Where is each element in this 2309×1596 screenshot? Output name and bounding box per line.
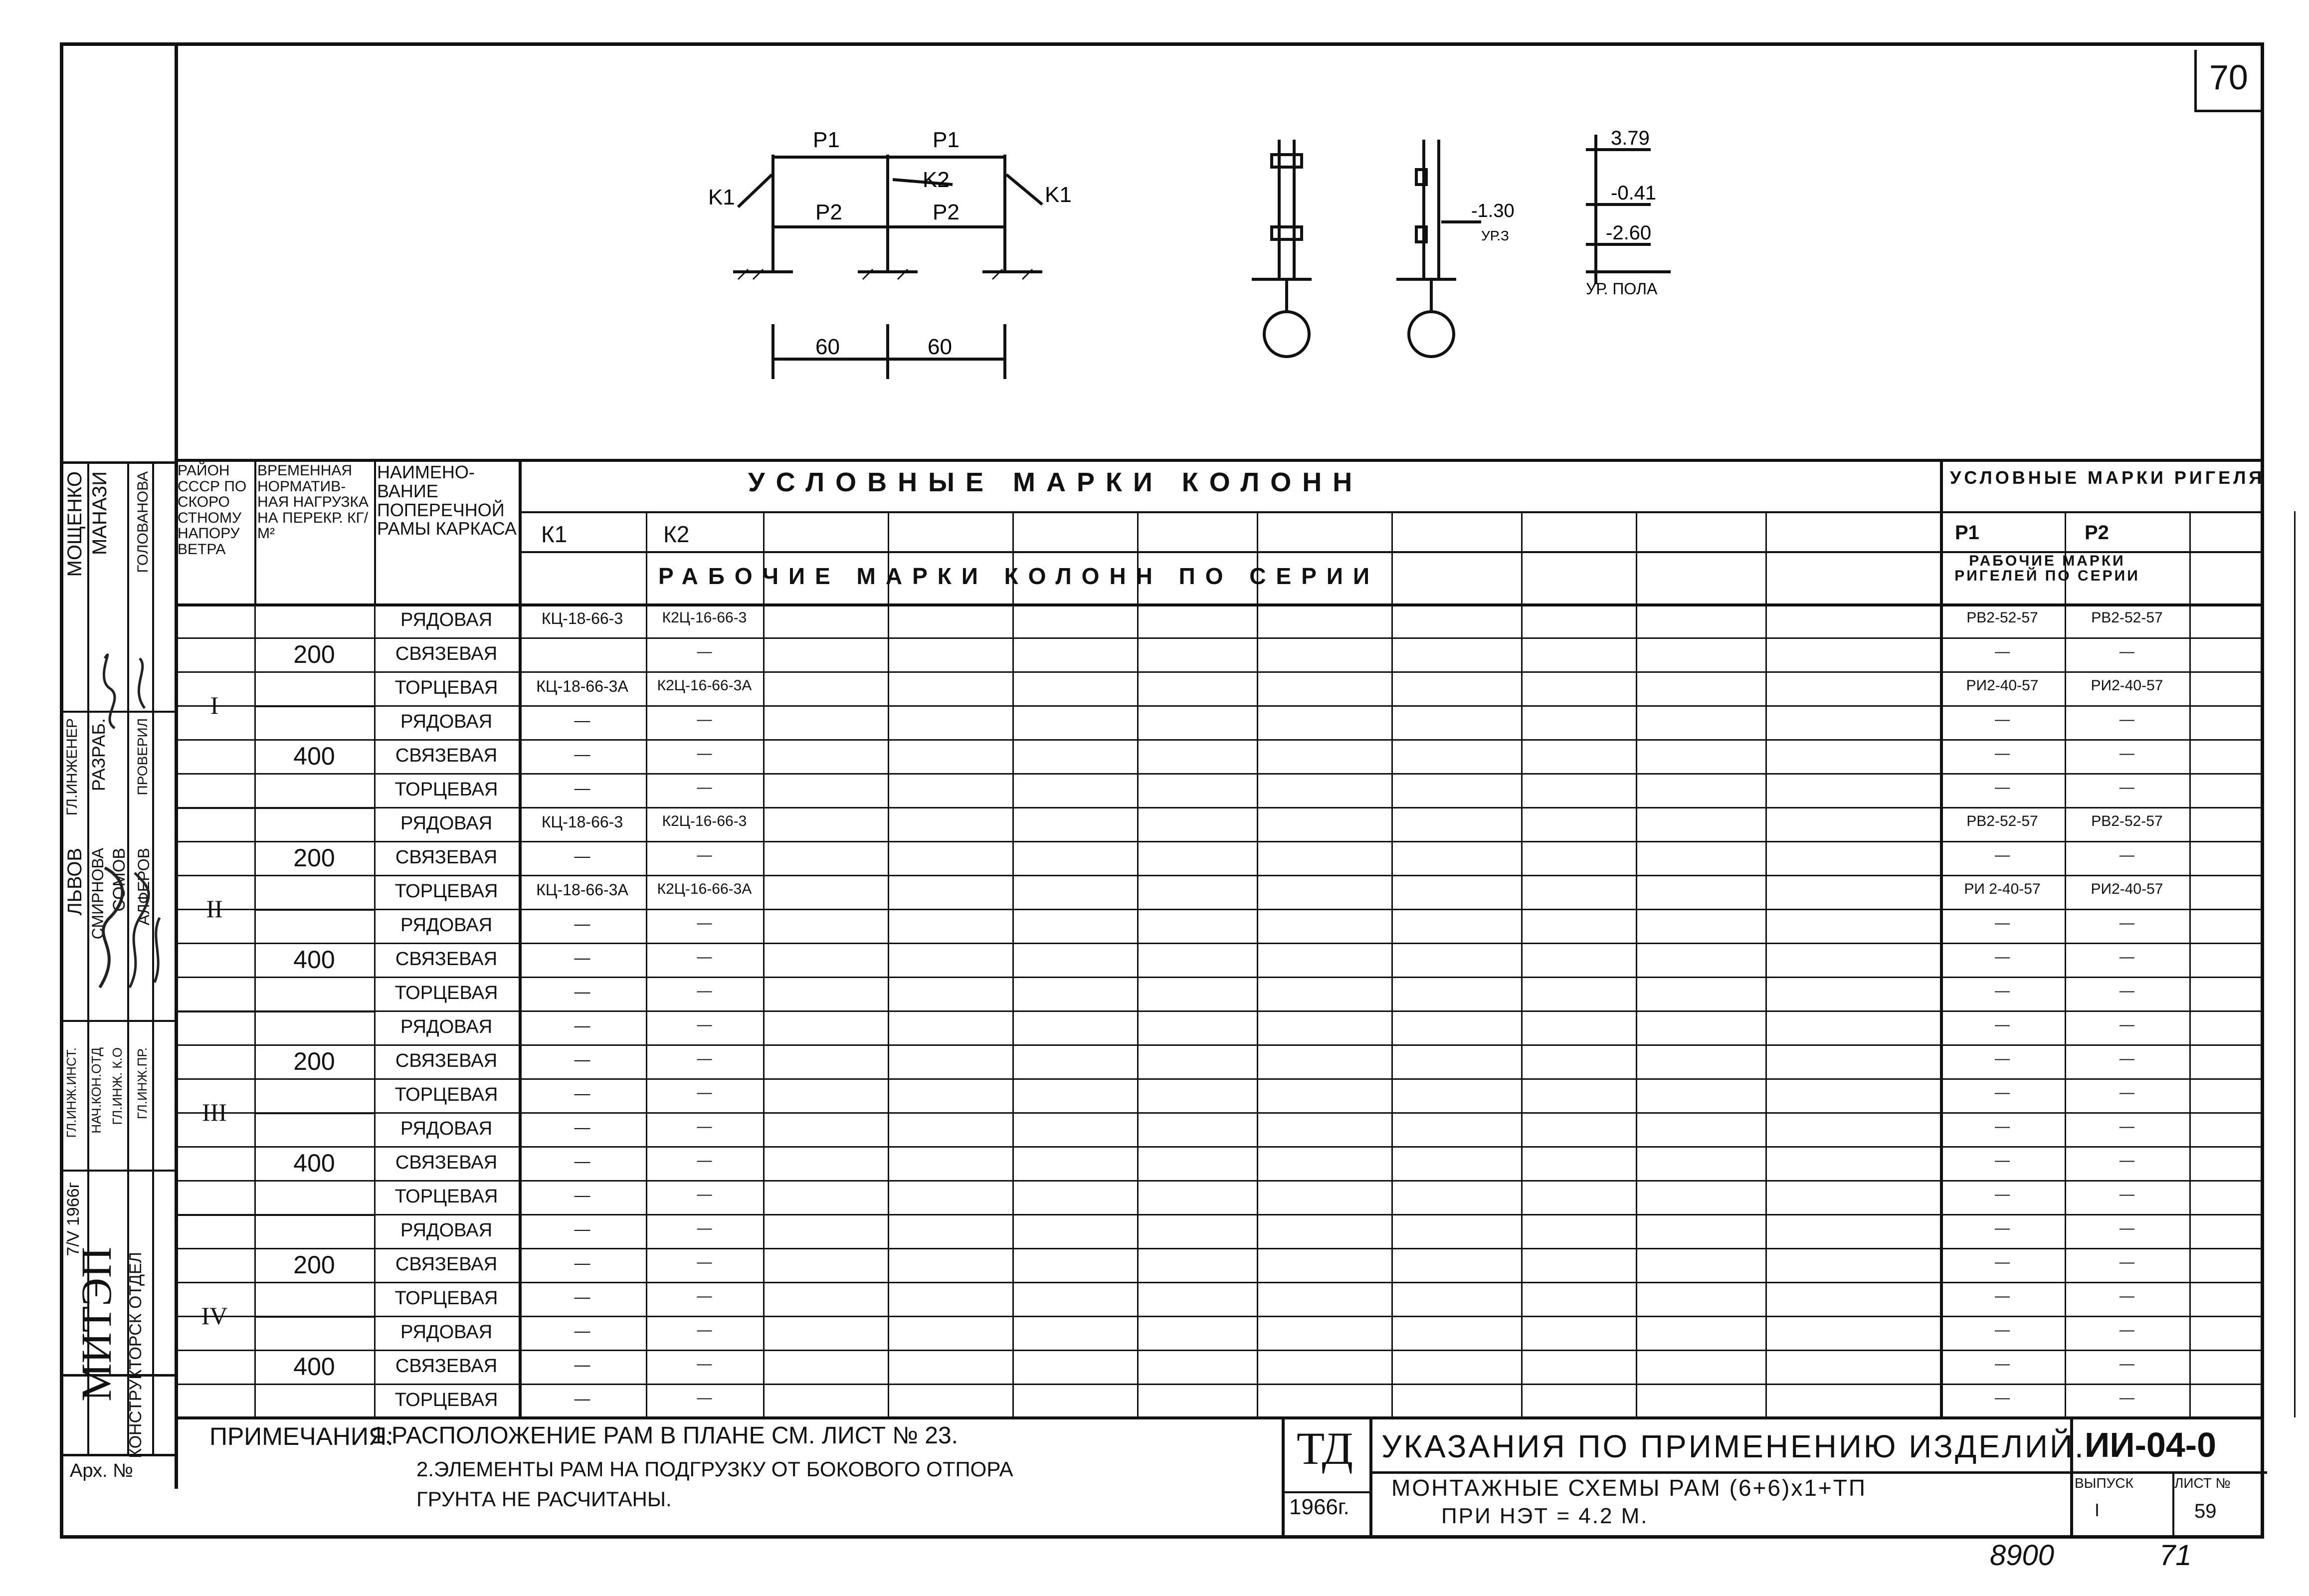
- beam-p1-cell: —: [1995, 711, 2010, 728]
- frame-type-cell: ТОРЦЕВАЯ: [394, 1186, 498, 1207]
- sheet-label: ЛИСТ №: [2174, 1475, 2231, 1491]
- column-k2-cell: —: [697, 1288, 712, 1304]
- beam-p1-cell: РИ2-40-57: [1966, 677, 2039, 694]
- frame-type-cell: ТОРЦЕВАЯ: [394, 881, 498, 902]
- beam-p2-cell: РВ2-52-57: [2091, 813, 2163, 829]
- beam-p2-cell: —: [2119, 643, 2134, 660]
- district-value: III: [202, 1098, 227, 1126]
- beam-p1-cell: РИ 2-40-57: [1964, 881, 2041, 897]
- frame-type-cell: СВЯЗЕВАЯ: [395, 847, 498, 868]
- grid-line: [2065, 511, 2066, 1417]
- beam-p1-cell: —: [1995, 1016, 2010, 1033]
- beam-p2-cell: —: [2119, 1016, 2134, 1033]
- frame-type-cell: РЯДОВАЯ: [400, 711, 493, 732]
- grid-line: [519, 459, 522, 1417]
- label-p2-right: P2: [933, 200, 960, 224]
- column-k2-cell: —: [697, 847, 712, 863]
- column-k2-cell: —: [697, 1152, 712, 1169]
- beam-p2-cell: —: [2119, 1288, 2134, 1304]
- frame-type-cell: РЯДОВАЯ: [400, 1118, 493, 1139]
- column-k2-cell: —: [697, 1186, 712, 1202]
- beam-p2-cell: —: [2119, 847, 2134, 863]
- beam-p1-cell: РВ2-52-57: [1966, 813, 2038, 829]
- column-k1-cell: КЦ-18-66-3: [541, 813, 623, 831]
- note-2b: ГРУНТА НЕ РАСЧИТАНЫ.: [416, 1487, 672, 1511]
- elev-260: -2.60: [1606, 222, 1652, 244]
- column-k1-cell: —: [574, 1322, 590, 1340]
- column-k1-cell: —: [574, 915, 590, 933]
- beam-p2-cell: —: [2119, 1322, 2134, 1338]
- beam-p2-cell: —: [2119, 1390, 2134, 1406]
- grid-line: [374, 459, 376, 1417]
- column-k1-cell: —: [574, 949, 590, 967]
- beam-p2-cell: —: [2119, 779, 2134, 796]
- column-k2-cell: К2Ц-16-66-3А: [657, 881, 752, 897]
- beam-p1-cell: —: [1995, 983, 2010, 999]
- column-k1-cell: —: [574, 1390, 590, 1407]
- name-lvov: ЛЬВОВ: [64, 848, 86, 916]
- header-beam-marks: УСЛОВНЫЕ МАРКИ РИГЕЛЯ: [1950, 467, 2265, 488]
- frame-type-cell: РЯДОВАЯ: [400, 915, 493, 936]
- frame-type-cell: СВЯЗЕВАЯ: [395, 1254, 498, 1275]
- column-k1-cell: —: [574, 983, 590, 1000]
- load-value: 400: [293, 1353, 335, 1381]
- frame-type-cell: РЯДОВАЯ: [400, 609, 493, 630]
- frame-type-cell: РЯДОВАЯ: [400, 1322, 493, 1343]
- dim-left: 60: [815, 335, 840, 359]
- beam-p1-cell: —: [1995, 643, 2010, 660]
- grid-line: [763, 511, 765, 1417]
- beam-p1-cell: —: [1995, 1220, 2010, 1236]
- signatures: [85, 638, 175, 1087]
- column-k1-cell: КЦ-18-66-3А: [536, 677, 628, 695]
- role-chief-pr: ГЛ.ИНЖ.ПР.: [135, 1047, 150, 1119]
- frame-type-cell: СВЯЗЕВАЯ: [395, 643, 498, 664]
- column-k1-cell: —: [574, 745, 590, 763]
- column-k2-cell: —: [697, 1118, 712, 1135]
- beam-p2-cell: —: [2119, 915, 2134, 931]
- column-k2-cell: —: [697, 643, 712, 660]
- grid-line: [1391, 511, 1393, 1417]
- name-moshchenko: МОЩЕНКО: [64, 471, 86, 577]
- grid-line: [2189, 511, 2191, 1417]
- district-value: II: [206, 895, 223, 923]
- column-k1-cell: —: [574, 711, 590, 729]
- load-value: 400: [293, 946, 335, 974]
- header-k1: К1: [541, 521, 568, 547]
- beam-p1-cell: —: [1995, 847, 2010, 863]
- load-value: 400: [293, 1149, 335, 1177]
- role-chief-ko: ГЛ.ИНЖ. К.О: [110, 1047, 125, 1125]
- load-value: 400: [293, 742, 335, 770]
- frame-type-cell: СВЯЗЕВАЯ: [395, 949, 498, 970]
- column-k2-cell: —: [697, 983, 712, 999]
- name-golovanova: ГОЛОВАНОВА: [135, 471, 151, 573]
- beam-p1-cell: —: [1995, 1288, 2010, 1304]
- elev-ur3: УР.З: [1481, 228, 1509, 243]
- frame-type-cell: ТОРЦЕВАЯ: [394, 1390, 498, 1410]
- beam-p1-cell: —: [1995, 745, 2010, 762]
- beam-p1-cell: —: [1995, 1152, 2010, 1169]
- beam-p2-cell: —: [2119, 983, 2134, 999]
- column-k1-cell: —: [574, 1152, 590, 1170]
- column-k1-cell: —: [574, 1356, 590, 1374]
- grid-line: [2294, 511, 2296, 1417]
- beam-p1-cell: —: [1995, 1322, 2010, 1338]
- elev-130: -1.30: [1471, 200, 1515, 221]
- grid-line: [1765, 511, 1767, 1417]
- beam-p1-cell: —: [1995, 1390, 2010, 1406]
- beam-p1-cell: —: [1995, 1118, 2010, 1135]
- bottom-number-right: 71: [2159, 1539, 2192, 1572]
- beam-p1-cell: —: [1995, 1186, 2010, 1202]
- column-k2-cell: —: [697, 1322, 712, 1338]
- grid-line: [1940, 459, 1943, 1417]
- label-k1-right: K1: [1045, 183, 1072, 207]
- column-k2-cell: —: [697, 1016, 712, 1033]
- grid-line: [254, 459, 256, 1417]
- frame-type-cell: РЯДОВАЯ: [400, 813, 493, 834]
- role-chief-institute: ГЛ.ИНЖ.ИНСТ.: [64, 1047, 79, 1138]
- date: 7/V 1966г: [64, 1182, 83, 1256]
- beam-p1-cell: —: [1995, 1254, 2010, 1270]
- load-value: 200: [293, 640, 335, 668]
- load-value: 200: [293, 1251, 335, 1279]
- issue-label: ВЫПУСК: [2075, 1475, 2133, 1491]
- beam-p1-cell: —: [1995, 1084, 2010, 1101]
- beam-p2-cell: —: [2119, 1254, 2134, 1270]
- grid-line: [1012, 511, 1014, 1417]
- beam-p1-cell: —: [1995, 779, 2010, 796]
- header-column-marks: УСЛОВНЫЕ МАРКИ КОЛОНН: [748, 467, 1363, 497]
- beam-p2-cell: —: [2119, 1050, 2134, 1067]
- label-p1-left: P1: [813, 128, 840, 152]
- grid-line: [888, 511, 889, 1417]
- column-k2-cell: —: [697, 1356, 712, 1372]
- beam-p2-cell: —: [2119, 1186, 2134, 1202]
- elev-floor: УР. ПОЛА: [1586, 280, 1658, 298]
- grid-line: [1137, 511, 1139, 1417]
- column-k1-cell: —: [574, 1220, 590, 1238]
- load-value: 200: [293, 844, 335, 872]
- header-district: РАЙОН СССР ПО СКОРО СТНОМУ НАПОРУ ВЕТРА: [178, 462, 247, 558]
- beam-p2-cell: —: [2119, 1084, 2134, 1101]
- header-beam-work-marks: РАБОЧИЕ МАРКИ РИГЕЛЕЙ ПО СЕРИИ: [1954, 553, 2140, 584]
- sheet-value: 59: [2194, 1500, 2217, 1522]
- label-p2-left: P2: [815, 200, 842, 224]
- role-head-dept: НАЧ.КОН.ОТД: [89, 1047, 104, 1134]
- name-alferov: АЛФЕРОВ: [135, 848, 153, 926]
- district-value: I: [210, 691, 219, 719]
- grid-line: [646, 511, 647, 1417]
- column-k2-cell: —: [697, 1050, 712, 1067]
- column-k2-cell: —: [697, 1220, 712, 1236]
- district-value: IV: [201, 1302, 228, 1330]
- frame-type-cell: ТОРЦЕВАЯ: [394, 677, 498, 698]
- grid-line: [1521, 511, 1523, 1417]
- beam-p2-cell: —: [2119, 949, 2134, 965]
- beam-p1-cell: РВ2-52-57: [1966, 609, 2038, 626]
- frame-type-cell: ТОРЦЕВАЯ: [394, 1288, 498, 1309]
- frame-type-cell: ТОРЦЕВАЯ: [394, 779, 498, 800]
- load-value: 200: [293, 1047, 335, 1075]
- column-k1-cell: —: [574, 1254, 590, 1272]
- beam-p2-cell: —: [2119, 1356, 2134, 1372]
- notes-label: ПРИМЕЧАНИЯ:: [209, 1422, 393, 1450]
- beam-p1-cell: —: [1995, 1356, 2010, 1372]
- td-mark: ТД: [1297, 1423, 1353, 1474]
- beam-p2-cell: РВ2-52-57: [2091, 609, 2163, 626]
- grid-line: [1257, 511, 1258, 1417]
- label-p1-right: P1: [933, 128, 960, 152]
- beam-p2-cell: РИ2-40-57: [2091, 881, 2163, 897]
- frame-type-cell: СВЯЗЕВАЯ: [395, 745, 498, 766]
- note-1: 1.РАСПОЛОЖЕНИЕ РАМ В ПЛАНЕ СМ. ЛИСТ № 23.: [372, 1422, 958, 1449]
- header-load: ВРЕМЕННАЯ НОРМАТИВ- НАЯ НАГРУЗКА НА ПЕРЕКР. КГ/М²: [257, 462, 369, 542]
- column-k2-cell: —: [697, 949, 712, 965]
- column-k1-cell: —: [574, 779, 590, 797]
- frame-type-cell: СВЯЗЕВАЯ: [395, 1050, 498, 1071]
- column-k2-cell: —: [697, 1254, 712, 1270]
- frame-type-cell: РЯДОВАЯ: [400, 1016, 493, 1037]
- label-k1-left: K1: [708, 185, 735, 209]
- column-k2-cell: —: [697, 779, 712, 796]
- header-column-work-marks: РАБОЧИЕ МАРКИ КОЛОНН ПО СЕРИИ: [658, 563, 1380, 589]
- note-2a: 2.ЭЛЕМЕНТЫ РАМ НА ПОДГРУЗКУ ОТ БОКОВОГО ОТПОРА: [416, 1457, 1013, 1481]
- column-k2-cell: —: [697, 915, 712, 931]
- column-k2-cell: —: [697, 1390, 712, 1406]
- role-developed: РАЗРАБ.: [88, 718, 109, 792]
- beam-p2-cell: —: [2119, 1220, 2134, 1236]
- header-frame-name: НАИМЕНО- ВАНИЕ ПОПЕРЕЧНОЙ РАМЫ КАРКАСА: [377, 462, 517, 539]
- elev-041: -0.41: [1611, 182, 1657, 204]
- beam-p1-cell: —: [1995, 915, 2010, 931]
- sheet-subtitle-1: МОНТАЖНЫЕ СХЕМЫ РАМ (6+6)х1+ТП: [1391, 1475, 1867, 1501]
- header-p2: Р2: [2085, 522, 2109, 544]
- name-somov: СОМОВ: [110, 848, 129, 912]
- bottom-number-left: 8900: [1990, 1539, 2055, 1572]
- beam-p2-cell: —: [2119, 745, 2134, 762]
- elev-379: 3.79: [1611, 127, 1650, 149]
- column-k1-cell: КЦ-18-66-3А: [536, 881, 628, 899]
- column-k1-cell: КЦ-18-66-3: [541, 609, 623, 627]
- beam-p1-cell: —: [1995, 949, 2010, 965]
- name-smirnova: СМИРНОВА: [89, 848, 107, 940]
- column-k2-cell: К2Ц-16-66-3А: [657, 677, 752, 694]
- beam-p2-cell: РИ2-40-57: [2091, 677, 2163, 694]
- beam-p2-cell: —: [2119, 1118, 2134, 1135]
- series-code: ИИ-04-0: [2085, 1425, 2217, 1464]
- column-k2-cell: —: [697, 745, 712, 762]
- column-k2-cell: —: [697, 1084, 712, 1101]
- td-year: 1966г.: [1289, 1495, 1349, 1519]
- sheet-title: УКАЗАНИЯ ПО ПРИМЕНЕНИЮ ИЗДЕЛИЙ.: [1381, 1428, 2086, 1464]
- role-checked: ПРОВЕРИЛ: [135, 718, 150, 796]
- column-k2-cell: К2Ц-16-66-3: [662, 813, 747, 829]
- header-k2: К2: [663, 521, 690, 547]
- column-k1-cell: —: [574, 1118, 590, 1136]
- beam-p1-cell: —: [1995, 1050, 2010, 1067]
- frame-type-cell: СВЯЗЕВАЯ: [395, 1152, 498, 1173]
- beam-p2-cell: —: [2119, 1152, 2134, 1169]
- name-manazi: МАНАЗИ: [89, 471, 111, 556]
- label-k2: K2: [923, 168, 950, 192]
- column-k1-cell: —: [574, 1050, 590, 1068]
- role-chief-engineer: ГЛ.ИНЖЕНЕР: [64, 718, 80, 816]
- issue-value: I: [2095, 1500, 2100, 1520]
- org-name: МИТЭП: [72, 1247, 120, 1401]
- column-k1-cell: —: [574, 1016, 590, 1034]
- column-k2-cell: —: [697, 711, 712, 728]
- archive-number: Арх. №: [70, 1460, 133, 1481]
- dim-right: 60: [928, 335, 952, 359]
- column-k1-cell: —: [574, 847, 590, 865]
- frame-type-cell: СВЯЗЕВАЯ: [395, 1356, 498, 1377]
- frame-scheme-drawing: [673, 100, 1770, 409]
- frame-type-cell: РЯДОВАЯ: [400, 1220, 493, 1241]
- sheet-subtitle-2: ПРИ НЭТ = 4.2 М.: [1441, 1504, 1649, 1528]
- beam-p2-cell: —: [2119, 711, 2134, 728]
- header-p1: Р1: [1955, 522, 1979, 544]
- frame-type-cell: ТОРЦЕВАЯ: [394, 983, 498, 1003]
- grid-line: [1636, 511, 1637, 1417]
- column-k1-cell: —: [574, 1084, 590, 1102]
- dept-name: КОНСТРУКТОРСК ОТДЕЛ: [126, 1252, 145, 1458]
- column-k2-cell: К2Ц-16-66-3: [662, 609, 747, 626]
- frame-type-cell: ТОРЦЕВАЯ: [394, 1084, 498, 1105]
- column-k1-cell: —: [574, 1288, 590, 1306]
- sheet-number: 70: [2209, 58, 2248, 97]
- column-k1-cell: —: [574, 1186, 590, 1204]
